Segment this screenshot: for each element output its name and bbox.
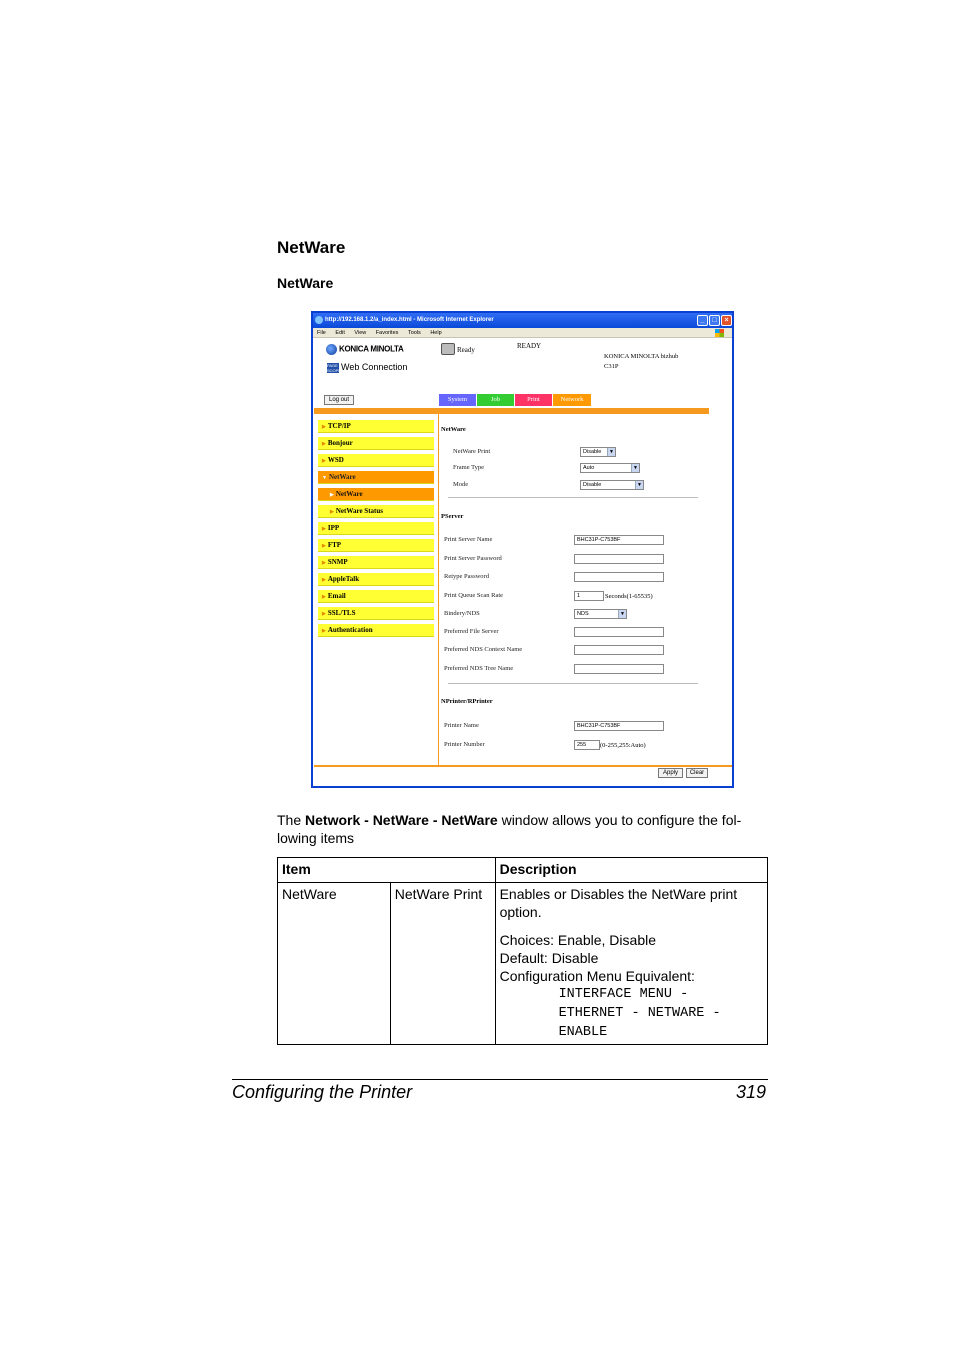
printer-name-input[interactable]: BHC31P-C753BF: [574, 721, 664, 731]
status-ready: Ready: [457, 346, 475, 354]
row-item: NetWare: [278, 883, 391, 1045]
arrow-icon: ▶: [330, 510, 334, 515]
sidebar-item-netware[interactable]: ▼ NetWare: [318, 471, 434, 484]
desc-default: Default: Disable: [499, 950, 599, 966]
sidebar-item-ipp[interactable]: ▶ IPP: [318, 522, 434, 535]
window-title: http://192.168.1.2/a_index.html - Microsoft Internet Explorer: [325, 317, 494, 323]
sidebar-item-ssltls[interactable]: ▶ SSL/TLS: [318, 607, 434, 620]
header-description: Description: [495, 858, 767, 883]
arrow-icon: ▶: [322, 561, 326, 566]
preferred-nds-context-input[interactable]: [574, 645, 664, 655]
sidebar-item-snmp[interactable]: ▶ SNMP: [318, 556, 434, 569]
clear-button[interactable]: Clear: [686, 768, 708, 778]
arrow-icon: ▶: [322, 527, 326, 532]
tab-print[interactable]: Print: [515, 394, 552, 406]
label-preferred-nds-context-name: Preferred NDS Context Name: [444, 646, 523, 653]
arrow-icon: ▶: [322, 544, 326, 549]
section-subheading: NetWare: [277, 275, 334, 291]
chevron-down-icon: ▼: [618, 610, 626, 618]
desc-text: Enables or Disables the NetWare print option.: [499, 886, 738, 920]
footer-divider: [314, 765, 733, 767]
label-preferred-nds-tree-name: Preferred NDS Tree Name: [444, 665, 514, 672]
printer-number-range: (0-255,255:Auto): [600, 742, 646, 749]
arrow-icon: ▶: [322, 459, 326, 464]
print-server-password-input[interactable]: [574, 554, 664, 564]
sidebar-subitem-netware[interactable]: ▶ NetWare: [318, 488, 434, 501]
brand-logo: KONICA MINOLTA: [326, 344, 404, 355]
status-ready-upper: READY: [517, 342, 542, 350]
menu-help[interactable]: Help: [430, 330, 442, 336]
desc-config: Configuration Menu Equivalent:: [499, 968, 695, 984]
browser-window-screenshot: [311, 311, 734, 788]
label-print-server-name: Print Server Name: [444, 536, 493, 543]
label-mode: Mode: [453, 481, 469, 488]
arrow-icon: ▶: [322, 612, 326, 617]
menu-view[interactable]: View: [354, 330, 367, 336]
divider: [448, 497, 698, 498]
print-server-name-input[interactable]: BHC31P-C753BF: [574, 535, 664, 545]
sidebar-item-authentication[interactable]: ▶ Authentication: [318, 624, 434, 637]
frame-type-select[interactable]: Auto ▼: [580, 463, 640, 473]
desc-menu-path-1: INTERFACE MENU -: [558, 987, 689, 1002]
menu-favorites[interactable]: Favorites: [375, 330, 399, 336]
label-preferred-file-server: Preferred File Server: [444, 628, 499, 635]
page-scope-icon: PAGE SCOPE: [327, 362, 342, 373]
label-printer-number: Printer Number: [444, 741, 485, 748]
section-pserver: PServer: [441, 513, 464, 520]
label-netware-print: NetWare Print: [453, 448, 491, 455]
close-icon[interactable]: ×: [721, 315, 732, 326]
chevron-down-icon: ▼: [631, 464, 639, 472]
desc-choices: Choices: Enable, Disable: [499, 932, 656, 948]
menu-file[interactable]: File: [317, 330, 326, 336]
footer-rule: [232, 1079, 768, 1080]
ie-icon: [315, 316, 323, 324]
section-nprinter: NPrinter/RPrinter: [441, 698, 493, 705]
divider: [448, 683, 698, 684]
model-name-line2: C31P: [604, 363, 619, 370]
desc-menu-path-3: ENABLE: [558, 1025, 608, 1040]
chevron-down-icon: ▼: [607, 448, 615, 456]
desc-menu-path-2: ETHERNET - NETWARE -: [558, 1006, 721, 1021]
sidebar-item-appletalk[interactable]: ▶ AppleTalk: [318, 573, 434, 586]
header-item: Item: [278, 858, 496, 883]
preferred-nds-tree-input[interactable]: [574, 664, 664, 674]
maximize-icon[interactable]: □: [709, 315, 720, 326]
scan-rate-range: Seconds(1-65535): [605, 593, 653, 600]
globe-icon: [326, 344, 337, 355]
web-connection-logo: PAGE SCOPEWeb Connection: [327, 362, 408, 373]
menu-bar: [313, 328, 732, 338]
printer-number-input[interactable]: 255: [574, 740, 600, 750]
windows-logo-icon: [715, 329, 724, 337]
model-name-line1: KONICA MINOLTA bizhub: [604, 353, 679, 360]
label-print-server-password: Print Server Password: [444, 555, 502, 562]
sidebar-item-bonjour[interactable]: ▶ Bonjour: [318, 437, 434, 450]
arrow-icon: ▶: [322, 425, 326, 430]
arrow-icon: ▶: [322, 629, 326, 634]
sidebar-subitem-netware-status[interactable]: ▶ NetWare Status: [318, 505, 434, 518]
label-frame-type: Frame Type: [453, 464, 485, 471]
retype-password-input[interactable]: [574, 572, 664, 582]
arrow-icon: ▶: [322, 595, 326, 600]
tab-network[interactable]: Network: [553, 394, 591, 406]
mode-select[interactable]: Disable ▼: [580, 480, 644, 490]
sidebar-item-ftp[interactable]: ▶ FTP: [318, 539, 434, 552]
label-print-queue-scan-rate: Print Queue Scan Rate: [444, 592, 504, 599]
footer-chapter: Configuring the Printer: [232, 1082, 413, 1102]
menu-edit[interactable]: Edit: [335, 330, 345, 336]
row-description: [495, 883, 767, 1045]
row-subitem: NetWare Print: [390, 883, 495, 1045]
print-queue-scan-rate-input[interactable]: 1: [574, 591, 604, 601]
arrow-icon: ▼: [322, 476, 327, 481]
table-header-row: [278, 858, 768, 883]
sidebar-item-wsd[interactable]: ▶ WSD: [318, 454, 434, 467]
label-retype-password: Retype Password: [444, 573, 489, 580]
sidebar-item-tcpip[interactable]: ▶ TCP/IP: [318, 420, 434, 433]
tab-job[interactable]: Job: [477, 394, 514, 406]
minimize-icon[interactable]: _: [697, 315, 708, 326]
window-titlebar: [313, 313, 732, 328]
items-table: [277, 857, 768, 1045]
section-heading: NetWare: [277, 238, 346, 257]
section-netware: NetWare: [441, 426, 466, 433]
arrow-icon: ▶: [330, 493, 334, 498]
page-number: 319: [736, 1082, 767, 1102]
apply-button[interactable]: Apply: [658, 768, 683, 778]
sidebar-divider: [438, 413, 439, 765]
printer-status-icon: [441, 343, 455, 355]
sidebar-item-email[interactable]: ▶ Email: [318, 590, 434, 603]
netware-print-select[interactable]: Disable ▼: [580, 447, 616, 457]
header-divider: [314, 408, 709, 414]
preferred-file-server-input[interactable]: [574, 627, 664, 637]
menu-tools[interactable]: Tools: [407, 330, 421, 336]
label-bindery-nds: Bindery/NDS: [444, 610, 480, 617]
label-printer-name: Printer Name: [444, 722, 479, 729]
description-paragraph: The Network - NetWare - NetWare window allows you to configure the fol-lowing items: [277, 812, 742, 846]
arrow-icon: ▶: [322, 578, 326, 583]
menu-path: Network - NetWare - NetWare: [305, 812, 498, 828]
tab-system[interactable]: System: [439, 394, 476, 406]
arrow-icon: ▶: [322, 442, 326, 447]
logout-button[interactable]: Log out: [324, 395, 354, 405]
table-row: [278, 883, 768, 1045]
chevron-down-icon: ▼: [635, 481, 643, 489]
bindery-nds-select[interactable]: NDS ▼: [574, 609, 627, 619]
